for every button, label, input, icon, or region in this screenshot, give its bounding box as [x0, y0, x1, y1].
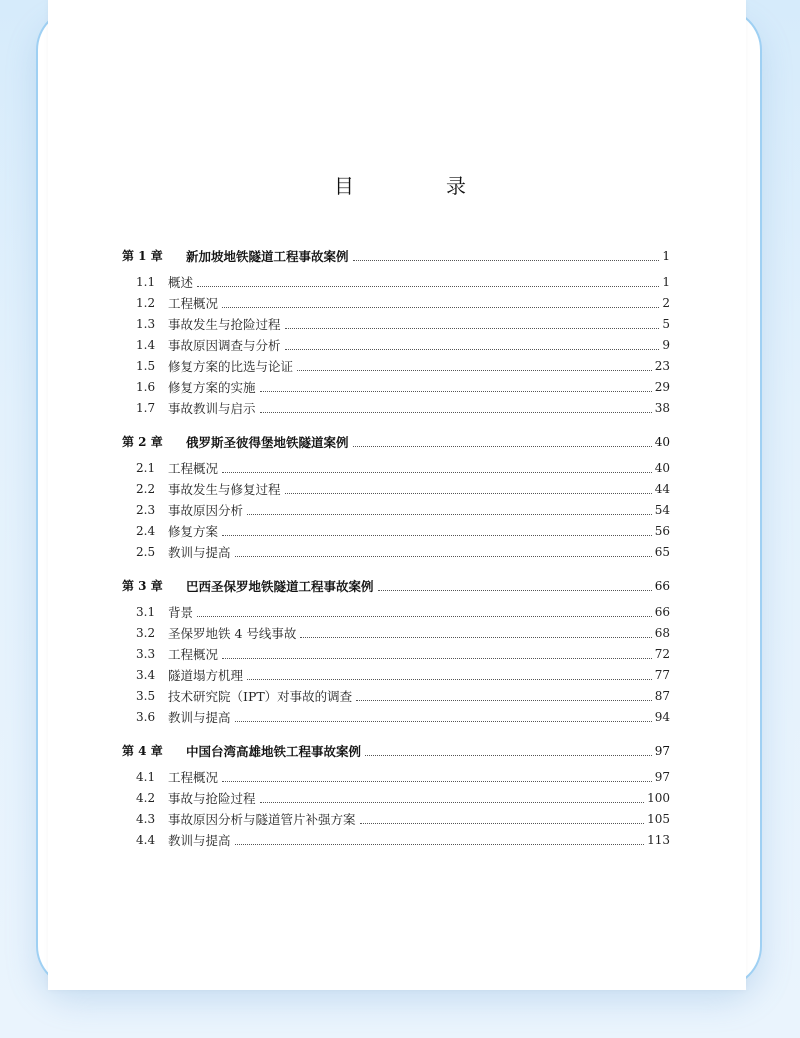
section-number: 1.2	[136, 296, 156, 310]
dot-leader	[297, 370, 652, 371]
dot-leader	[260, 802, 645, 803]
page-number: 68	[654, 626, 670, 640]
section-number: 1.3	[136, 317, 156, 331]
toc-chapter-entry[interactable]	[122, 741, 670, 762]
section-title: 事故原因分析	[168, 503, 244, 518]
section-title: 事故发生与抢险过程	[168, 317, 281, 332]
section-title: 事故与抢险过程	[168, 791, 256, 806]
page-number: 66	[654, 579, 670, 593]
section-number: 4.4	[136, 833, 156, 847]
dot-leader	[222, 472, 652, 473]
dot-leader	[235, 721, 652, 722]
section-title: 修复方案的比选与论证	[168, 359, 294, 374]
page-number: 87	[654, 689, 670, 703]
dot-leader	[235, 844, 645, 845]
toc-section-entry[interactable]	[122, 293, 670, 314]
page-number: 65	[654, 545, 670, 559]
page-number: 5	[662, 317, 670, 331]
section-number: 1.5	[136, 359, 156, 373]
dot-leader	[222, 535, 652, 536]
dot-leader	[378, 590, 652, 591]
chapter-number: 第 4 章	[122, 744, 163, 758]
page-number: 44	[654, 482, 670, 496]
section-title: 教训与提高	[168, 545, 231, 560]
page-number: 94	[654, 710, 670, 724]
page-number: 1	[662, 275, 670, 289]
section-title: 圣保罗地铁 4 号线事故	[168, 626, 297, 641]
chapter-number: 第 1 章	[122, 249, 163, 263]
dot-leader	[300, 637, 651, 638]
section-number: 1.7	[136, 401, 156, 415]
section-title: 背景	[168, 605, 194, 620]
page-number: 1	[662, 249, 670, 263]
section-title: 概述	[168, 275, 194, 290]
chapter-title: 新加坡地铁隧道工程事故案例	[186, 249, 349, 264]
section-title: 事故发生与修复过程	[168, 482, 281, 497]
toc-chapter	[122, 246, 670, 419]
toc-section-entry[interactable]	[122, 809, 670, 830]
section-number: 3.1	[136, 605, 156, 619]
toc-chapter-entry[interactable]	[122, 432, 670, 453]
section-number: 2.4	[136, 524, 156, 538]
section-number: 3.4	[136, 668, 156, 682]
toc-section-entry[interactable]	[122, 665, 670, 686]
section-number: 3.5	[136, 689, 156, 703]
dot-leader	[222, 307, 659, 308]
toc-section-entry[interactable]	[122, 644, 670, 665]
dot-leader	[247, 514, 652, 515]
section-title: 事故教训与启示	[168, 401, 256, 416]
section-title: 事故原因调查与分析	[168, 338, 281, 353]
toc-section-entry[interactable]	[122, 830, 670, 851]
toc-section-entry[interactable]	[122, 377, 670, 398]
section-title: 工程概况	[168, 770, 219, 785]
chapter-number: 第 2 章	[122, 435, 163, 449]
chapter-title: 中国台湾高雄地铁工程事故案例	[186, 744, 362, 759]
toc-section-entry[interactable]	[122, 686, 670, 707]
toc-section-entry[interactable]	[122, 458, 670, 479]
section-number: 3.3	[136, 647, 156, 661]
section-title: 工程概况	[168, 461, 219, 476]
page-number: 54	[654, 503, 670, 517]
section-title: 教训与提高	[168, 833, 231, 848]
section-number: 4.1	[136, 770, 156, 784]
page-number: 97	[654, 744, 670, 758]
toc-section-entry[interactable]	[122, 479, 670, 500]
page-number: 100	[647, 791, 670, 805]
chapter-title: 俄罗斯圣彼得堡地铁隧道案例	[186, 435, 349, 450]
dot-leader	[365, 755, 652, 756]
page-number: 9	[662, 338, 670, 352]
page-number: 66	[654, 605, 670, 619]
toc-section-entry[interactable]	[122, 788, 670, 809]
page-number: 105	[647, 812, 670, 826]
section-title: 事故原因分析与隧道管片补强方案	[168, 812, 356, 827]
section-title: 工程概况	[168, 647, 219, 662]
dot-leader	[353, 446, 652, 447]
dot-leader	[222, 658, 652, 659]
toc-section-entry[interactable]	[122, 272, 670, 293]
section-title: 隧道塌方机理	[168, 668, 244, 683]
chapter-title: 巴西圣保罗地铁隧道工程事故案例	[186, 579, 374, 594]
section-number: 3.2	[136, 626, 156, 640]
dot-leader	[197, 616, 652, 617]
section-number: 2.1	[136, 461, 156, 475]
dot-leader	[197, 286, 659, 287]
toc-chapter-entry[interactable]	[122, 246, 670, 267]
page-number: 97	[654, 770, 670, 784]
page-number: 40	[654, 435, 670, 449]
toc-section-entry[interactable]	[122, 623, 670, 644]
page-number: 77	[654, 668, 670, 682]
toc-section-entry[interactable]	[122, 542, 670, 563]
section-number: 4.2	[136, 791, 156, 805]
dot-leader	[285, 493, 652, 494]
dot-leader	[247, 679, 652, 680]
page-number: 56	[654, 524, 670, 538]
dot-leader	[360, 823, 645, 824]
page-number: 23	[654, 359, 670, 373]
section-number: 3.6	[136, 710, 156, 724]
section-title: 教训与提高	[168, 710, 231, 725]
dot-leader	[353, 260, 660, 261]
section-title: 修复方案	[168, 524, 219, 539]
page-number: 2	[662, 296, 670, 310]
dot-leader	[285, 349, 660, 350]
toc-section-entry[interactable]	[122, 500, 670, 521]
dot-leader	[260, 391, 652, 392]
toc-chapter-entry[interactable]	[122, 576, 670, 597]
toc-chapter	[122, 432, 670, 563]
page-number: 40	[654, 461, 670, 475]
section-number: 2.5	[136, 545, 156, 559]
dot-leader	[285, 328, 660, 329]
table-of-contents	[122, 246, 670, 864]
section-number: 1.1	[136, 275, 156, 289]
toc-section-entry[interactable]	[122, 602, 670, 623]
section-number: 2.2	[136, 482, 156, 496]
dot-leader	[222, 781, 652, 782]
section-number: 1.4	[136, 338, 156, 352]
toc-chapter	[122, 576, 670, 728]
section-number: 2.3	[136, 503, 156, 517]
toc-section-entry[interactable]	[122, 314, 670, 335]
toc-section-entry[interactable]	[122, 398, 670, 419]
toc-section-entry[interactable]	[122, 356, 670, 377]
toc-section-entry[interactable]	[122, 521, 670, 542]
section-title: 修复方案的实施	[168, 380, 256, 395]
page-number: 29	[654, 380, 670, 394]
dot-leader	[356, 700, 652, 701]
page-number: 38	[654, 401, 670, 415]
toc-section-entry[interactable]	[122, 707, 670, 728]
section-title: 技术研究院（IPT）对事故的调查	[168, 689, 353, 704]
section-title: 工程概况	[168, 296, 219, 311]
page-number: 113	[647, 833, 670, 847]
toc-chapter	[122, 741, 670, 851]
section-number: 4.3	[136, 812, 156, 826]
toc-section-entry[interactable]	[122, 767, 670, 788]
dot-leader	[260, 412, 652, 413]
page-number: 72	[654, 647, 670, 661]
chapter-number: 第 3 章	[122, 579, 163, 593]
toc-title: 目 录	[334, 174, 502, 198]
dot-leader	[235, 556, 652, 557]
toc-section-entry[interactable]	[122, 335, 670, 356]
section-number: 1.6	[136, 380, 156, 394]
